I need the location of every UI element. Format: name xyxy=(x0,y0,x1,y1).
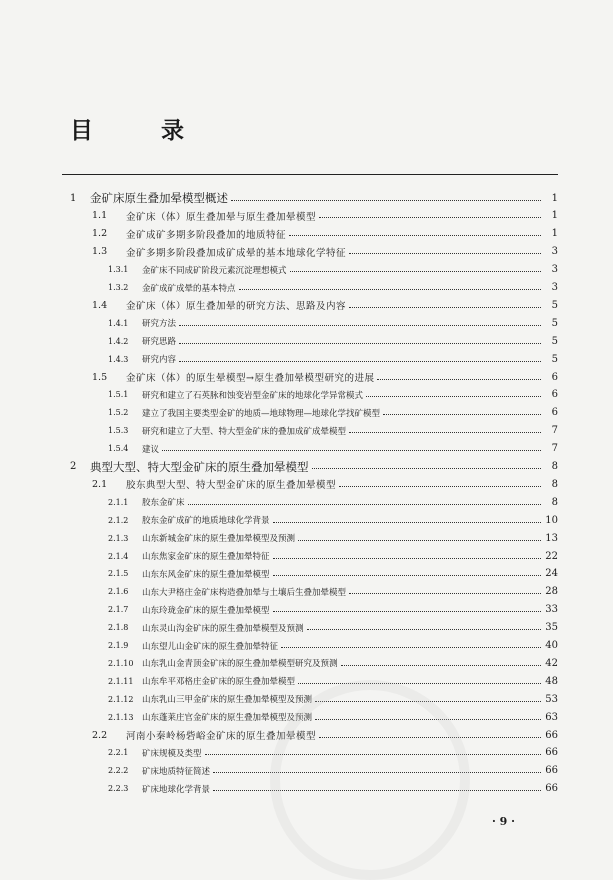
toc-entry-title: 研究内容 xyxy=(142,355,177,366)
dot-leader xyxy=(366,396,541,397)
page-title: 目 录 xyxy=(70,118,215,144)
toc-entry-number: 2.1.3 xyxy=(108,533,129,543)
toc-entry-number: 2.1 xyxy=(92,478,108,490)
dot-leader xyxy=(273,558,541,559)
dot-leader xyxy=(298,683,541,684)
dot-leader xyxy=(315,701,541,702)
toc-entry-page: 1 xyxy=(551,192,558,204)
toc-entry-page: 48 xyxy=(545,675,558,687)
toc-entry-page: 1 xyxy=(551,210,558,222)
dot-leader xyxy=(162,450,541,451)
dot-leader xyxy=(273,522,541,523)
dot-leader xyxy=(205,754,541,755)
toc-entry-page: 8 xyxy=(551,478,558,490)
toc-entry-title: 建立了我国主要类型金矿的地质—地球物理—地球化学找矿模型 xyxy=(142,408,381,419)
dot-leader xyxy=(290,271,541,272)
toc-entry-page: 8 xyxy=(551,496,558,508)
toc-entry-number: 1.5.4 xyxy=(108,444,129,454)
toc-entry-page: 40 xyxy=(545,640,558,651)
toc-entry-page: 5 xyxy=(551,335,558,347)
toc-entry-page: 3 xyxy=(551,246,558,258)
dot-leader xyxy=(281,647,541,648)
toc-entry-page: 35 xyxy=(545,622,558,634)
toc-entry-title: 金矿成矿多期多阶段叠加的地质特征 xyxy=(126,229,287,241)
dot-leader xyxy=(273,611,541,612)
toc-entry-number: 2.1.10 xyxy=(108,658,134,668)
toc-entry-page: 3 xyxy=(551,282,558,293)
toc-entry-title: 研究思路 xyxy=(142,337,177,348)
toc-entry-title: 山东大尹格庄金矿床构造叠加晕与土壤后生叠加晕模型 xyxy=(142,587,347,598)
toc-entry-title: 金矿床原生叠加晕模型概述 xyxy=(90,191,228,205)
toc-entry-title: 山东灵山沟金矿床的原生叠加晕模型及预测 xyxy=(142,623,304,634)
toc-entry-number: 1.1 xyxy=(92,210,108,222)
toc-entry-number: 2.1.2 xyxy=(108,515,129,525)
toc-entry-title: 胶东典型大型、特大型金矿床的原生叠加晕模型 xyxy=(126,480,337,492)
toc-entry-page: 22 xyxy=(545,550,558,562)
toc-entry-page: 24 xyxy=(545,568,558,580)
toc-entry-number: 1.5.1 xyxy=(108,390,129,400)
dot-leader xyxy=(383,414,541,415)
toc-entry-page: 5 xyxy=(551,299,558,311)
toc-entry-page: 6 xyxy=(551,389,558,401)
dot-leader xyxy=(377,379,541,380)
toc-entry-page: 66 xyxy=(545,729,558,741)
toc-entry-title: 山东新城金矿床的原生叠加晕模型及预测 xyxy=(142,534,296,545)
dot-leader xyxy=(298,540,541,541)
toc-entry-number: 1 xyxy=(70,192,77,204)
toc-entry-number: 2.1.8 xyxy=(108,623,129,633)
dot-leader xyxy=(349,432,541,433)
toc-entry-title: 建议 xyxy=(142,444,160,455)
toc-entry-title: 金矿床（体）的原生晕模型→原生叠加晕模型研究的进展 xyxy=(126,373,375,384)
dot-leader xyxy=(349,253,541,254)
toc-entry-number: 2.2.3 xyxy=(108,784,129,794)
toc-entry-number: 2.1.7 xyxy=(108,605,129,615)
dot-leader xyxy=(307,629,541,630)
toc-entry-page: 66 xyxy=(545,765,558,777)
page-number: · 9 · xyxy=(492,815,515,828)
toc-entry-page: 13 xyxy=(545,532,558,544)
toc-entry-number: 2.1.12 xyxy=(108,694,134,704)
dot-leader xyxy=(312,468,542,469)
dot-leader xyxy=(349,593,541,594)
toc-entry-title: 矿床规模及类型 xyxy=(142,748,202,759)
toc-entry-title: 金矿成矿成晕的基本特点 xyxy=(142,283,236,294)
toc-entry-number: 1.4.3 xyxy=(108,354,129,364)
toc-entry-page: 28 xyxy=(545,586,558,598)
toc-entry-number: 1.5.2 xyxy=(108,408,129,418)
toc-entry-number: 1.5 xyxy=(92,371,108,383)
title-rule xyxy=(62,174,558,175)
toc-entry-page: 5 xyxy=(551,317,558,329)
toc-entry-number: 2.2 xyxy=(92,729,108,741)
toc-entry-page: 53 xyxy=(545,693,558,705)
toc-entry-page: 5 xyxy=(551,353,558,365)
toc-entry-title: 研究和建立了大型、特大型金矿床的叠加成矿成晕模型 xyxy=(142,426,347,437)
dot-leader xyxy=(231,200,541,201)
toc-entry-number: 1.3.1 xyxy=(108,265,129,275)
dot-leader xyxy=(273,575,541,576)
toc-entry-title: 山东蓬莱庄官金矿床的原生叠加晕模型及预测 xyxy=(142,713,313,724)
toc-entry-title: 金矿床不同成矿阶段元素沉淀理想模式 xyxy=(142,265,287,276)
toc-entry-page: 1 xyxy=(551,228,558,240)
dot-leader xyxy=(179,361,541,362)
toc-entry-title: 山东乳山金青顶金矿床的原生叠加晕模型研究及预测 xyxy=(142,659,338,670)
toc-entry-title: 河南小秦岭杨砦峪金矿床的原生叠加晕模型 xyxy=(126,731,317,742)
toc-entry-number: 2.1.5 xyxy=(108,569,129,579)
toc-entry-page: 6 xyxy=(551,407,558,419)
toc-entry-page: 66 xyxy=(545,747,558,759)
dot-leader xyxy=(289,235,541,236)
toc-entry-title: 矿床地球化学背景 xyxy=(142,784,211,795)
toc-entry-number: 2 xyxy=(70,461,77,472)
toc-entry-page: 8 xyxy=(551,461,558,472)
dot-leader xyxy=(319,737,541,738)
toc-entry-number: 2.2.1 xyxy=(108,748,129,758)
dot-leader xyxy=(213,790,541,791)
toc-entry-title: 山东牟平邓格庄金矿床的原生叠加晕模型 xyxy=(142,677,296,688)
dot-leader xyxy=(188,504,541,505)
dot-leader xyxy=(339,486,541,487)
toc-entry-number: 2.1.11 xyxy=(108,676,134,686)
toc-entry-title: 胶东金矿床 xyxy=(142,498,185,509)
toc-entry-number: 1.4.1 xyxy=(108,318,129,328)
toc-entry-page: 3 xyxy=(551,264,558,276)
dot-leader xyxy=(319,217,541,218)
toc-entry-number: 2.1.1 xyxy=(108,497,129,507)
dot-leader xyxy=(341,665,541,666)
toc-entry-title: 山东玲珑金矿床的原生叠加晕模型 xyxy=(142,605,270,616)
toc-entry-number: 2.1.6 xyxy=(108,587,129,597)
toc-entry[interactable] xyxy=(62,779,558,799)
toc-entry-number: 2.1.13 xyxy=(108,712,134,722)
toc-entry-title: 金矿床（体）原生叠加晕与原生叠加晕模型 xyxy=(126,211,317,223)
toc-entry-number: 1.2 xyxy=(92,228,108,240)
toc-entry-page: 6 xyxy=(551,371,558,383)
toc-entry-title: 研究方法 xyxy=(142,319,177,330)
toc-entry-number: 1.3.2 xyxy=(108,283,129,292)
toc-entry-title: 金矿床（体）原生叠加晕的研究方法、思路及内容 xyxy=(126,301,347,313)
toc-entry-page: 63 xyxy=(545,711,558,723)
toc-entry-page: 42 xyxy=(545,657,558,669)
dot-leader xyxy=(315,719,541,720)
toc-entry-title: 研究和建立了石英脉和蚀变岩型金矿床的地球化学异常模式 xyxy=(142,390,364,401)
toc-entry-page: 33 xyxy=(545,604,558,616)
toc-entry-page: 66 xyxy=(545,783,558,795)
toc-entry-page: 7 xyxy=(551,443,558,455)
toc-entry-title: 胶东金矿成矿的地质地球化学背景 xyxy=(142,516,270,527)
toc-entry-page: 7 xyxy=(551,425,558,437)
toc-entry-title: 山东焦家金矿床的原生叠加晕特征 xyxy=(142,552,270,562)
toc-entry-number: 1.5.3 xyxy=(108,426,129,436)
dot-leader xyxy=(239,289,541,290)
toc-entry-number: 2.1.4 xyxy=(108,551,129,561)
toc-entry-page: 10 xyxy=(545,514,558,526)
toc-entry-title: 山东乳山三甲金矿床的原生叠加晕模型及预测 xyxy=(142,695,313,706)
toc-entry-number: 1.4 xyxy=(92,299,108,311)
toc-entry-title: 矿床地质特征简述 xyxy=(142,766,211,777)
dot-leader xyxy=(179,325,541,326)
dot-leader xyxy=(179,343,541,344)
toc-entry-number: 2.1.9 xyxy=(108,641,129,650)
dot-leader xyxy=(349,307,541,308)
toc-entry-number: 2.2.2 xyxy=(108,766,129,776)
toc-entry-title: 典型大型、特大型金矿床的原生叠加晕模型 xyxy=(90,459,309,474)
toc-entry-number: 1.3 xyxy=(92,246,108,258)
dot-leader xyxy=(213,772,541,773)
toc-entry-number: 1.4.2 xyxy=(108,336,129,346)
toc-entry-title: 山东望儿山金矿床的原生叠加晕特征 xyxy=(142,641,279,652)
toc-entry-title: 金矿多期多阶段叠加成矿成晕的基本地球化学特征 xyxy=(126,247,347,259)
toc-entry-title: 山东东风金矿床的原生叠加晕模型 xyxy=(142,569,270,580)
